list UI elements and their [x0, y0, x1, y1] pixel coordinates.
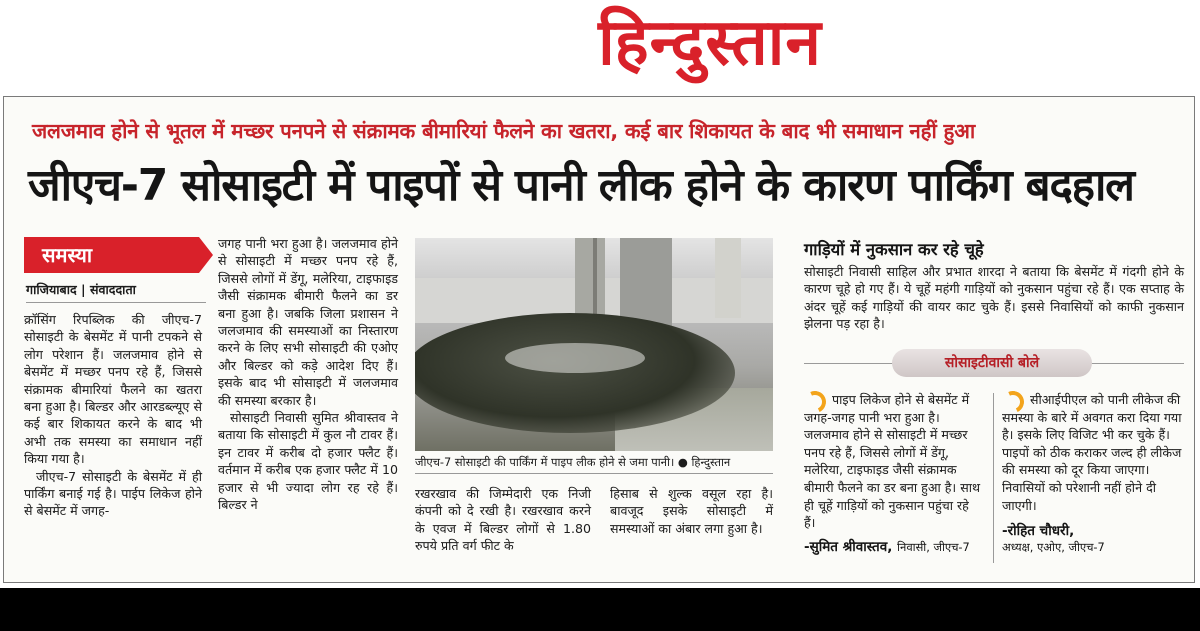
masthead [0, 0, 1200, 90]
article-paragraph: जगह पानी भरा हुआ है। जलजमाव होने से सोसाइटी में मच्छर पनप रहे हैं, जिससे लोगों में डेंगू, मलेरिया, टाइफाइड जैसी संक्रामक बीमारी फैलने का डर बना हुआ है। जबकि जिला प्रशासन ने जलजमाव की समस्याओं का निस्तारण करने के लिए सभी सोसाइटी की एओए और बिल्डर को कड़े आदेश दिए हैं। इसके बाद भी सोसाइटी में जलजमाव की समस्या बरकार है। [218, 236, 398, 408]
headline: जीएच-7 सोसाइटी में पाइपों से पानी लीक होने के कारण पार्किंग बदहाल [28, 160, 1134, 211]
resident-quote: पाइप लिकेज होने से बेसमेंट में जगह-जगह पानी भरा हुआ है। जलजमाव होने से सोसाइटी में मच्छर पनप रहे हैं, जिससे लोगों में डेंगू, मलेरिया, टाइफाइड जैसी संक्रामक बीमारी फैलने का डर बना हुआ है। साथ ही चूहें गाड़ियों को नुकसान पहुंचा रहे हैं। [804, 392, 981, 531]
article-column-1 [24, 311, 202, 520]
column-divider [993, 393, 994, 563]
sidebar-heading: गाड़ियों में नुकसान कर रहे चूहे [804, 240, 984, 259]
kicker-subheadline: जलजमाव होने से भूतल में मच्छर पनपने से संक्रामक बीमारियां फैलने का खतरा, कई बार शिकायत के बाद भी समाधान नहीं हुआ [32, 119, 975, 143]
signer-role: अध्यक्ष, एओए, जीएच-7 [1002, 540, 1105, 554]
article-paragraph: क्रॉसिंग रिपब्लिक की जीएच-7 सोसाइटी के बेसमेंट में पानी टपकने से लोग परेशान हैं। जलजमाव होने से बेसमेंट में मच्छर पनप रहे हैं, जिससे संक्रामक बीमारियां फैलने का खतरा बना हुआ है। बिल्डर और आरडब्ल्यूए से कई बार शिकायत करने के बाद भी अभी तक समस्या का समाधान नहीं किया गया है। [24, 312, 202, 467]
quote-signer [804, 537, 970, 555]
signer-name: -सुमित श्रीवास्तव, [804, 539, 893, 555]
news-clipping [3, 96, 1195, 583]
article-paragraph: रखरखाव की जिम्मेदारी एक निजी कंपनी को दे रखी है। रखरखाव करने के एवज में बिल्डर लोगों से 1.80 रुपये प्रति वर्ग फीट के [415, 486, 591, 554]
basement-photo [415, 238, 773, 451]
article-column-4 [610, 485, 773, 537]
article-paragraph: सोसाइटी निवासी सुमित श्रीवास्तव ने बताया कि सोसाइटी में कुल नौ टावर हैं। इन टावर में करीब दो हजार फ्लैट हैं। वर्तमान में करीब एक हजार फ्लैट में 10 हजार से भी ज्यादा लोग रह रहे हैं। बिल्डर ने [218, 410, 398, 513]
sidebar-text: सोसाइटी निवासी साहिल और प्रभात शारदा ने बताया कि बेसमेंट में गंदगी होने के कारण चूहे हो गए हैं। ये चूहें महंगी गाड़ियों को नुकसान पहुंचा रहे हैं। एक सप्ताह के अंदर चूहें कई गाड़ियों की वायर काट चुके हैं। इससे निवासियों को काफी नुकसान झेलना पड़ रहा है। [804, 264, 1184, 332]
residents-speak-banner: सोसाइटीवासी बोले [892, 349, 1092, 377]
signer-name: -रोहित चौधरी, [1002, 523, 1075, 539]
article-column-2 [218, 235, 398, 514]
article-column-3 [415, 485, 591, 555]
article-paragraph: हिसाब से शुल्क वसूल रहा है। बावजूद इसके सोसाइटी में समस्याओं का अंबार लगा हुआ है। [610, 486, 773, 536]
article-paragraph: जीएच-7 सोसाइटी के बेसमेंट में ही पार्किंग बनाई गई है। पाईप लिकेज होने से बेसमेंट में जगह- [24, 468, 202, 519]
bottom-black-bar [0, 588, 1200, 631]
section-tag: समस्या [24, 237, 199, 273]
newspaper-logo: हिन्दुस्तान [598, 5, 822, 80]
signer-role: निवासी, जीएच-7 [897, 540, 970, 554]
dateline: गाजियाबाद | संवाददाता [26, 281, 206, 303]
quote-signer [1002, 521, 1105, 555]
official-quote: सीआईपीएल को पानी लीकेज की समस्या के बारे में अवगत करा दिया गया है। इसके लिए विजिट भी कर चुके हैं। पाइपों को ठीक कराकर जल्द ही लीकेज की समस्या को दूर किया जाएगा। निवासियों को परेशानी नहीं होने दी जाएगी। [1002, 392, 1182, 513]
photo-caption: जीएच-7 सोसाइटी की पार्किंग में पाइप लीक होने से जमा पानी। ● हिन्दुस्तान [415, 455, 773, 474]
